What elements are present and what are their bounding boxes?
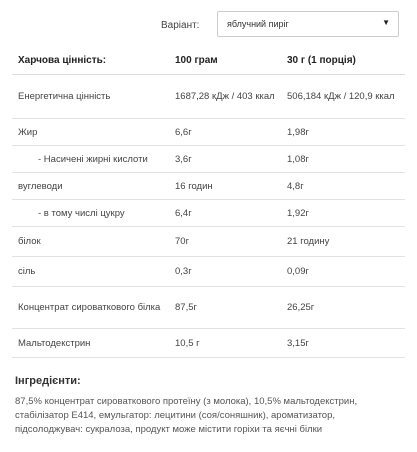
table-row <box>12 257 405 287</box>
value-per-serving: 1,92г <box>281 200 405 227</box>
nutrient-name: Жир <box>12 119 169 146</box>
value-per-serving: 1,98г <box>281 119 405 146</box>
value-per-100g: 1687,28 кДж / 403 ккал <box>169 75 281 119</box>
value-per-serving: 21 годину <box>281 227 405 257</box>
table-row <box>12 329 405 358</box>
value-per-serving: 3,15г <box>281 329 405 358</box>
dropdown-arrow-icon[interactable]: ▼ <box>382 18 390 27</box>
variant-select[interactable] <box>217 11 399 37</box>
variant-label: Варіант: <box>161 20 200 31</box>
ingredients-text: 87,5% концентрат сироваткового протеїну (з молока), 10,5% мальтодекстрин, стабілізатор E414, емульгатор: лецитини (соя/соняшник), ароматизатор, підсолоджувач: сукралоза, продукт може містити горіхи та яєчні білки <box>15 396 358 435</box>
table-row <box>12 75 405 119</box>
nutrient-name: Мальтодекстрин <box>12 329 169 358</box>
table-row <box>12 287 405 329</box>
header-per-100g: 100 грам <box>169 46 281 75</box>
table-row <box>12 200 405 227</box>
nutrient-name: - в тому числі цукру <box>12 200 169 227</box>
nutrient-name: сіль <box>12 257 169 287</box>
nutrient-name: - Насичені жирні кислоти <box>12 146 169 173</box>
value-per-100g: 16 годин <box>169 173 281 200</box>
header-per-serving: 30 г (1 порція) <box>281 46 405 75</box>
value-per-100g: 3,6г <box>169 146 281 173</box>
value-per-100g: 6,6г <box>169 119 281 146</box>
table-row <box>12 146 405 173</box>
ingredients-title: Інгредієнти: <box>15 375 81 387</box>
table-row <box>12 173 405 200</box>
value-per-100g: 87,5г <box>169 287 281 329</box>
nutrition-table <box>12 46 405 358</box>
nutrient-name: білок <box>12 227 169 257</box>
nutrition-header-row <box>12 46 405 75</box>
nutrient-name: Концентрат сироваткового білка <box>12 287 169 329</box>
value-per-serving: 506,184 кДж / 120,9 ккал <box>281 75 405 119</box>
nutrient-name: Енергетична цінність <box>12 75 169 119</box>
value-per-100g: 6,4г <box>169 200 281 227</box>
table-row <box>12 119 405 146</box>
value-per-100g: 10,5 г <box>169 329 281 358</box>
variant-selected-value: яблучний пиріг <box>227 19 289 29</box>
value-per-serving: 4,8г <box>281 173 405 200</box>
value-per-100g: 0,3г <box>169 257 281 287</box>
value-per-serving: 1,08г <box>281 146 405 173</box>
value-per-serving: 26,25г <box>281 287 405 329</box>
header-nutrient: Харчова цінність: <box>12 46 169 75</box>
nutrient-name: вуглеводи <box>12 173 169 200</box>
value-per-serving: 0,09г <box>281 257 405 287</box>
table-row <box>12 227 405 257</box>
value-per-100g: 70г <box>169 227 281 257</box>
